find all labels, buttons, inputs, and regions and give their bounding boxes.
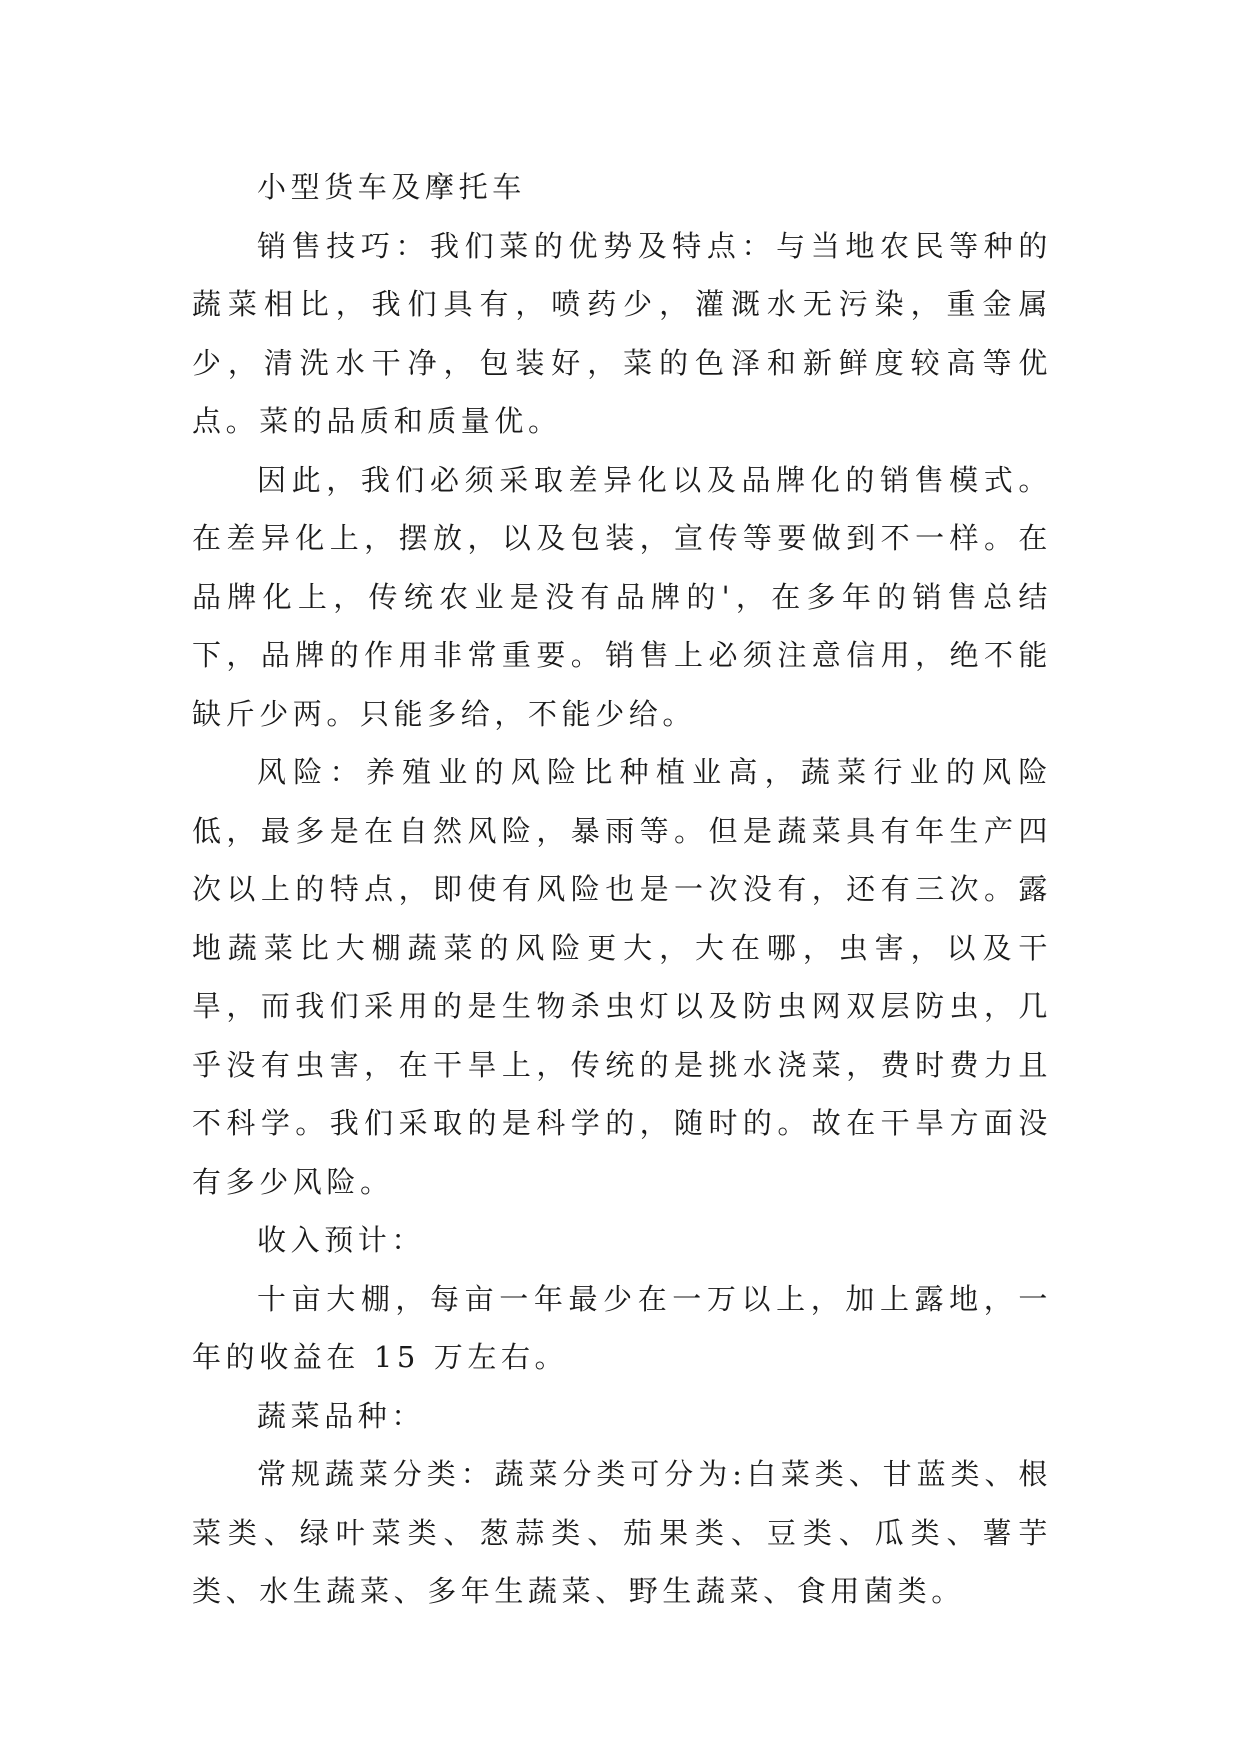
paragraph-sales-skills: 销售技巧：我们菜的优势及特点：与当地农民等种的蔬菜相比，我们具有，喷药少，灌溉水无污染，重金属少，清洗水干净，包装好，菜的色泽和新鲜度较高等优点。菜的品质和质量优。 (192, 228, 1052, 438)
document-body (192, 158, 1052, 1621)
paragraph-vehicles: 小型货车及摩托车 (257, 170, 526, 204)
heading-income-estimate: 收入预计： (257, 1223, 426, 1257)
heading-vegetable-varieties: 蔬菜品种： (257, 1398, 426, 1433)
paragraph-income: 十亩大棚，每亩一年最少在一万以上，加上露地，一年的收益在 15 万左右。 (192, 1281, 1052, 1374)
paragraph-branding: 因此，我们必须采取差异化以及品牌化的销售模式。在差异化上，摆放，以及包装，宣传等要做到不一样。在品牌化上，传统农业是没有品牌的'，在多年的销售总结下，品牌的作用非常重要。销售上必须注意信用，绝不能缺斤少两。只能多给，不能少给。 (192, 462, 1052, 731)
paragraph-vegetable-categories: 常规蔬菜分类：蔬菜分类可分为:白菜类、甘蓝类、根菜类、绿叶菜类、葱蒜类、茄果类、豆类、瓜类、薯芋类、水生蔬菜、多年生蔬菜、野生蔬菜、食用菌类。 (192, 1457, 1052, 1608)
paragraph-risk: 风险：养殖业的风险比种植业高，蔬菜行业的风险低，最多是在自然风险，暴雨等。但是蔬菜具有年生产四次以上的特点，即使有风险也是一次没有，还有三次。露地蔬菜比大棚蔬菜的风险更大，大在哪，虫害，以及干旱，而我们采用的是生物杀虫灯以及防虫网双层防虫，几乎没有虫害，在干旱上，传统的是挑水浇菜，费时费力且不科学。我们采取的是科学的，随时的。故在干旱方面没有多少风险。 (192, 755, 1052, 1199)
